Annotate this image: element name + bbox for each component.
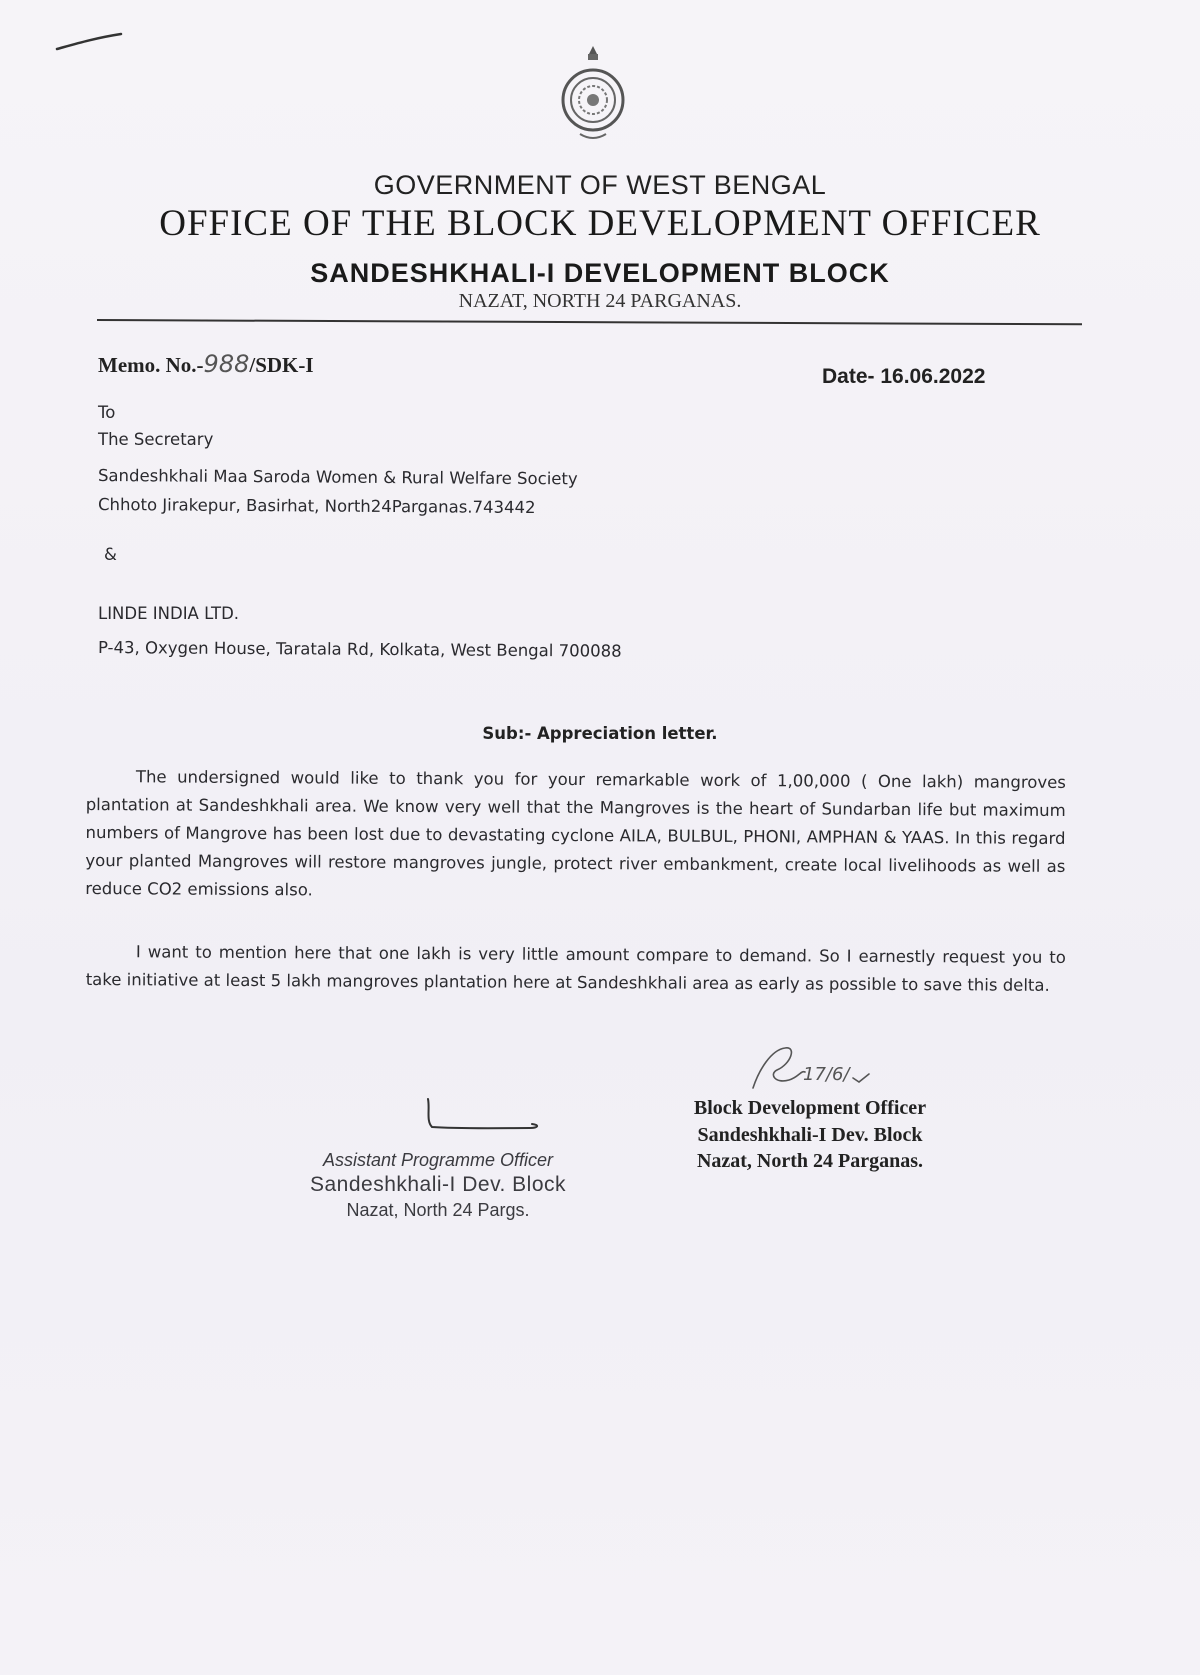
- body-paragraph-2: I want to mention here that one lakh is very little amount compare to demand. So I earnestly request you to take initiative at least 5 lakh mangroves plantation here at Sandeshkhali area as early as possible to save this delta.: [85, 942, 1066, 995]
- bdo-place: Nazat, North 24 Parganas.: [696, 1150, 924, 1172]
- state-emblem-icon: [558, 42, 628, 147]
- memo-prefix: Memo. No.-: [98, 353, 204, 377]
- bdo-signature-date: 17/6/: [803, 1064, 850, 1085]
- assistant-place: Nazat, North 24 Pargs.: [346, 1200, 530, 1220]
- memo-number: [98, 350, 314, 378]
- recipient-company: LINDE INDIA LTD.: [98, 604, 240, 623]
- recipient-line-1: The Secretary: [98, 430, 214, 449]
- bdo-block: Sandeshkhali-I Dev. Block: [697, 1124, 923, 1146]
- office-address: NAZAT, NORTH 24 PARGANAS.: [458, 290, 742, 312]
- assistant-title: Assistant Programme Officer: [322, 1150, 554, 1170]
- recipient-to: To: [98, 403, 116, 422]
- government-heading: GOVERNMENT OF WEST BENGAL: [373, 170, 827, 200]
- assistant-signature: [420, 1095, 580, 1135]
- office-heading: OFFICE OF THE BLOCK DEVELOPMENT OFFICER: [159, 203, 1041, 244]
- recipient-line-3: Chhoto Jirakepur, Basirhat, North24Parganas.743442: [97, 495, 536, 518]
- assistant-block: Sandeshkhali-I Dev. Block: [309, 1173, 567, 1196]
- letter-date: Date- 16.06.2022: [822, 365, 986, 388]
- body-paragraph-1: The undersigned would like to thank you for your remarkable work of 1,00,000 ( One lakh) mangroves plantation at Sandeshkhali area. We know very well that the Mangroves is the heart of Sundarban life but maximum numbers of Mangrove has been lost due to devastating cyclone AILA, BULBUL, PHONI, AMPHAN & YAAS. In this regard your planted Mangroves will restore mangroves jungle, protect river embankment, create local livelihoods as well as reduce CO2 emissions also.: [85, 767, 1066, 900]
- bdo-signature: [745, 1040, 905, 1100]
- pen-stroke-mark: [55, 32, 125, 52]
- recipient-line-2: Sandeshkhali Maa Saroda Women & Rural Welfare Society: [97, 466, 578, 489]
- bdo-title: Block Development Officer: [693, 1097, 927, 1119]
- header-divider: [97, 319, 1082, 325]
- block-heading: SANDESHKHALI-I DEVELOPMENT BLOCK: [310, 258, 890, 288]
- letter-subject: Sub:- Appreciation letter.: [482, 724, 718, 743]
- memo-handwritten-number: 988: [203, 350, 250, 378]
- memo-suffix: /SDK-I: [249, 353, 314, 377]
- recipient-company-address: P-43, Oxygen House, Taratala Rd, Kolkata, West Bengal 700088: [97, 638, 622, 661]
- recipient-and: &: [104, 545, 117, 564]
